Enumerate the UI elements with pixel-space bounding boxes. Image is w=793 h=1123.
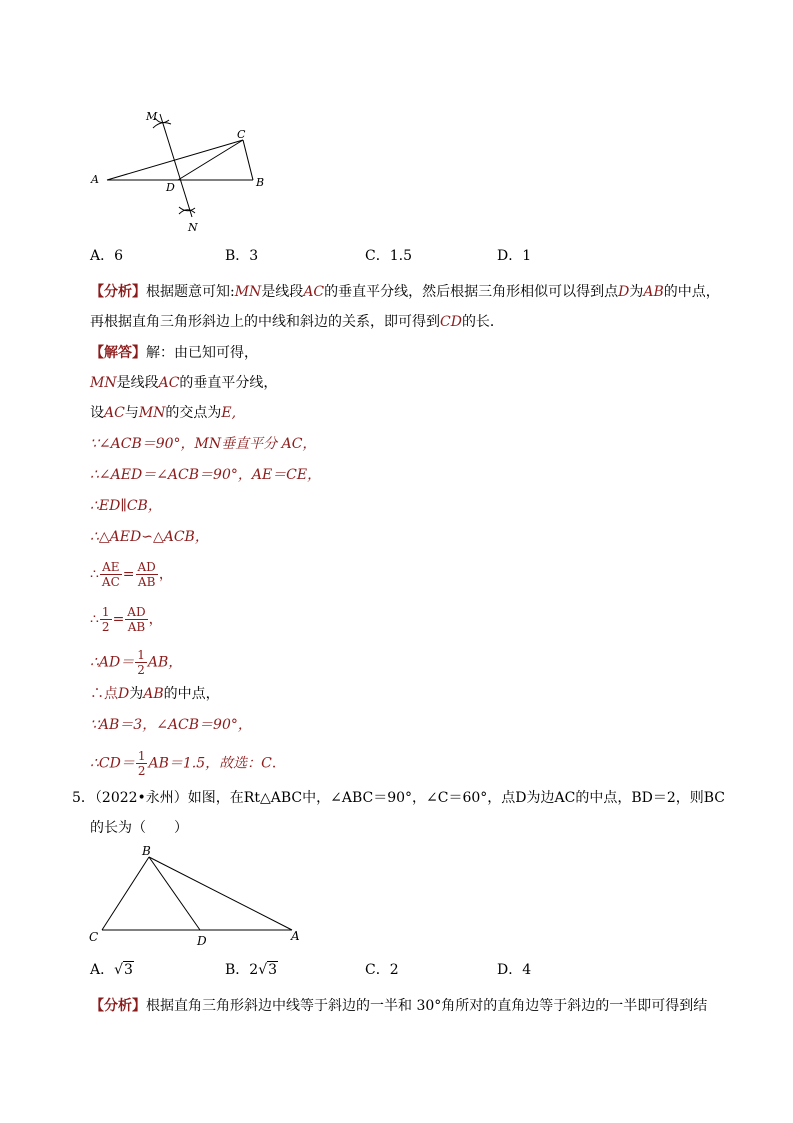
q4-option-d[interactable]: D．1 [497,248,532,264]
analysis-line-2 [90,312,504,332]
q5-option-d[interactable]: D．4 [497,962,532,978]
numerator: 1 [137,648,145,662]
solution-line-9 [90,605,163,634]
text: 的交点为 [165,405,222,421]
denominator: AB [137,575,156,589]
text: 为 [629,284,644,300]
var: AC [158,375,180,391]
analysis-tag: 【分析】 [90,998,146,1014]
var: MN [138,405,166,421]
text: AB＝1.5，故选： [148,755,262,772]
radicand: 3 [268,962,278,978]
option-prefix: A． [90,962,115,978]
text: 的中点， [163,686,220,702]
text: 解：由已知可得， [146,345,258,361]
text: 根据题意可知: [146,284,235,300]
label-a: A [291,929,300,943]
text: ∴AD＝ [90,654,135,671]
numerator: AD [137,560,156,574]
solution-line-3 [90,403,236,423]
arc-mark-m [153,123,171,128]
analysis-tag: 【分析】 [90,284,146,300]
solution-tag: 【解答】 [90,345,146,361]
text: ． [271,755,286,772]
q5-option-b[interactable] [225,960,278,980]
solution-line-12: ∵AB＝3，∠ACB＝90°， [90,717,252,733]
fraction-ae-ac [100,560,122,589]
denominator: AB [127,620,146,634]
text: ∴ [90,611,99,628]
label-a: A [91,173,99,186]
var: MN [90,375,117,391]
denominator: AC [101,575,120,589]
fraction-one-half [136,749,148,778]
text: = [122,566,135,583]
solution-line-4: ∵∠ACB＝90°，MN垂直平分 AC， [90,436,317,452]
fraction-one-half [135,648,147,677]
var: CD [440,314,462,330]
text: 再根据直角三角形斜边上的中线和斜边的关系，即可得到 [90,314,440,330]
segment-ac [107,140,243,180]
text: 是线段 [116,375,159,391]
q4-option-a[interactable]: A．6 [90,248,124,264]
label-b: B [142,844,151,858]
segment-cb [102,857,149,930]
var: AC [303,284,325,300]
numerator: 1 [137,749,146,763]
solution-line-1 [90,343,258,363]
analysis-2-line-1 [90,996,707,1016]
var: AB [143,686,164,702]
text: 与 [124,405,139,421]
text: ， [158,566,173,583]
text: = [112,611,125,628]
segment-bd [149,857,200,930]
q4-option-b[interactable]: B．3 [225,248,259,264]
q5-option-a[interactable] [90,960,134,980]
text: ∴ [90,566,99,583]
solution-line-10 [90,648,182,677]
solution-line-2 [90,373,277,393]
denominator: 2 [137,663,145,677]
question-5-line-2: 的长为（ ） [90,820,188,836]
radicand: 3 [124,962,133,978]
label-d: D [166,181,175,194]
analysis-line-1 [90,282,720,302]
label-d: D [197,934,207,947]
text: ∴点 [90,686,118,702]
text: ， [148,611,163,628]
question-5-line-1: 5．（2022•永州）如图，在Rt△ABC中，∠ABC＝90°，∠C＝60°，点D为边AC的中点，BD＝2，则BC [72,790,725,806]
line-mn [160,114,192,217]
text: 的长． [461,314,504,330]
solution-line-13 [90,749,286,778]
var: E, [221,405,237,421]
text: ∴CD＝ [90,755,135,772]
text: 设 [90,405,104,421]
var: AC [104,405,125,421]
denominator: 2 [101,620,110,634]
label-c: C [89,930,99,944]
label-m: M [146,110,158,123]
segment-cb [243,140,253,180]
solution-line-6: ∴ED∥CB， [90,498,162,514]
var: D [118,686,130,702]
q4-option-c[interactable]: C．1.5 [365,248,412,264]
var: AB [643,284,664,300]
text: 是线段 [261,284,304,300]
solution-line-11 [90,684,220,704]
segment-ba [149,857,292,930]
fraction-ad-ab [125,605,147,634]
numerator: AE [102,560,120,574]
text: 的垂直平分线， [179,375,278,391]
numerator: 1 [101,605,110,619]
option-prefix: B．2 [225,962,259,978]
label-b: B [256,176,265,189]
segment-dc [178,140,243,180]
solution-line-7: ∴△AED∽△ACB， [90,529,209,545]
figure-perpendicular-bisector [85,100,285,240]
label-c: C [237,128,246,141]
denominator: 2 [137,764,146,778]
text: 根据直角三角形斜边中线等于斜边的一半和 30°角所对的直角边等于斜边的一半即可得到结 [146,998,708,1014]
text: 的垂直平分线，然后根据三角形相似可以得到点 [324,284,619,300]
solution-line-8 [90,560,173,589]
answer: C [261,755,272,772]
var: MN [234,284,262,300]
sqrt-icon: √ [258,962,268,978]
text: 的中点， [663,284,720,300]
text: 为 [129,686,144,702]
q5-option-c[interactable]: C．2 [365,962,399,978]
figure-right-triangle [85,842,310,947]
text: AB， [147,654,183,671]
sqrt-icon: √ [114,962,124,978]
numerator: AD [127,605,146,619]
solution-line-5: ∴∠AED＝∠ACB＝90°，AE＝CE， [90,467,322,483]
var: D [618,284,630,300]
label-n: N [188,221,198,234]
fraction-one-half [100,605,112,634]
fraction-ad-ab [136,560,158,589]
